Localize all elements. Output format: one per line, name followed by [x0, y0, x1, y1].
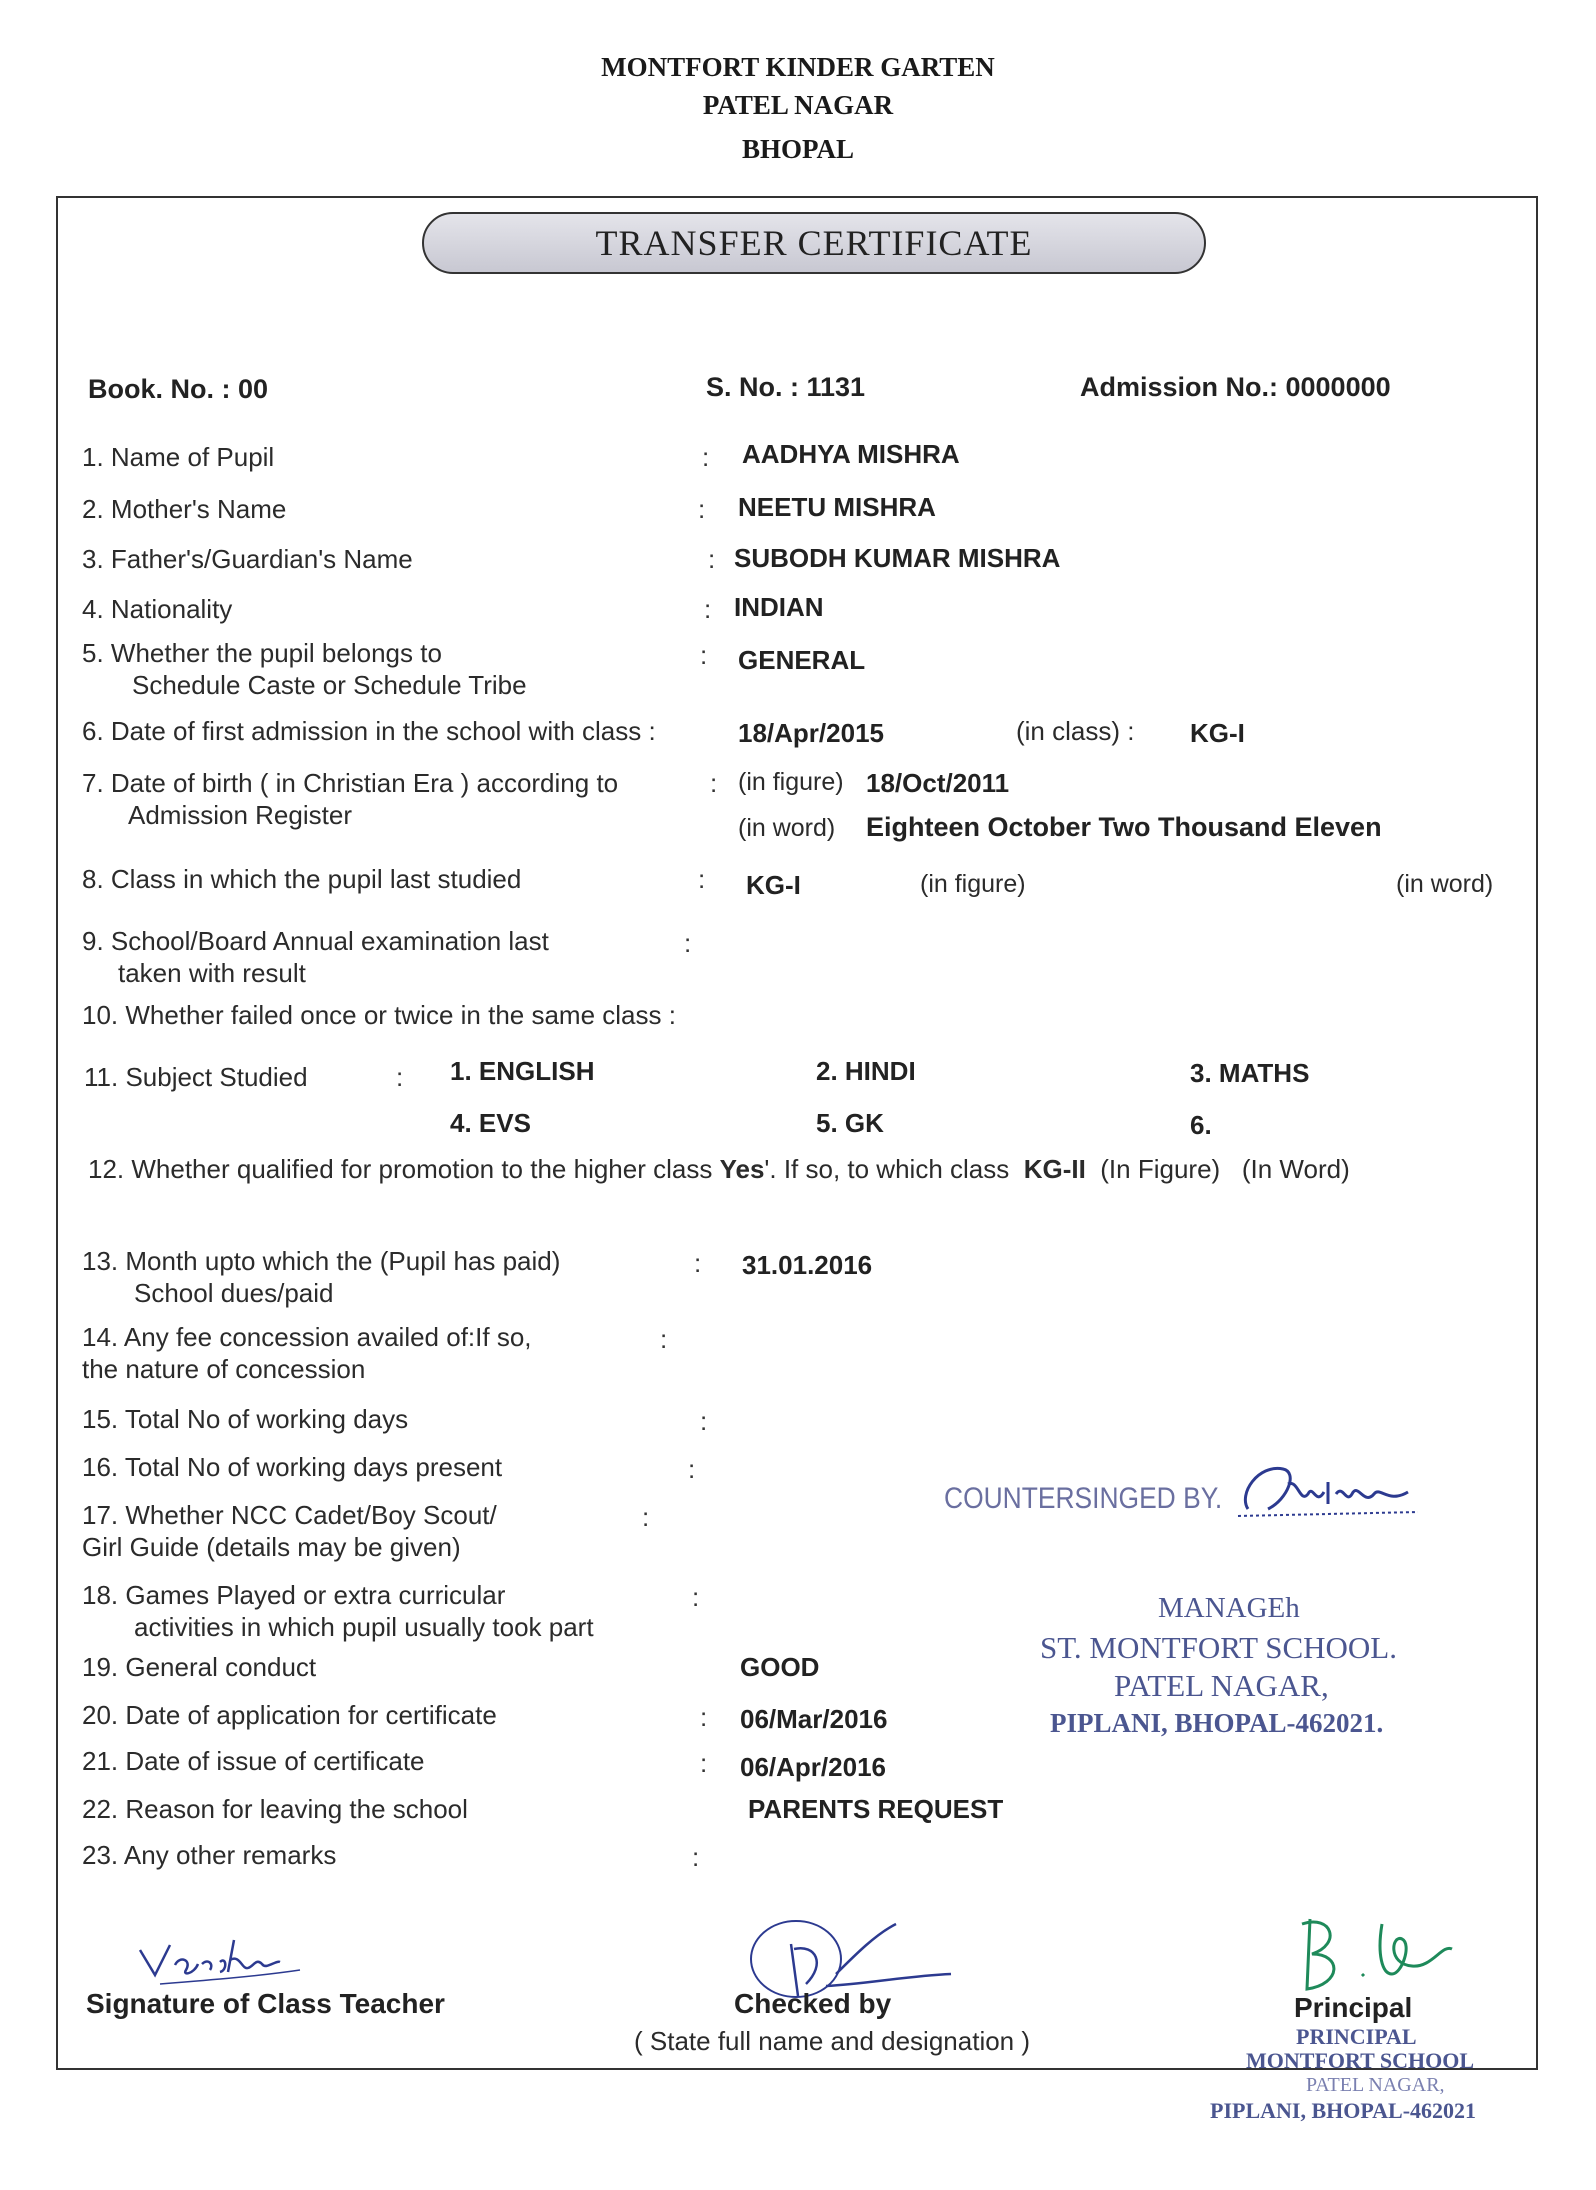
first-admission-date: 18/Apr/2015 [738, 718, 884, 748]
caste-label-cont: Schedule Caste or Schedule Tribe [132, 670, 527, 700]
first-admission-label: 6. Date of first admission in the school with class : [82, 716, 656, 746]
countersign-signature [1228, 1454, 1428, 1534]
subjects-label: 11. Subject Studied [84, 1062, 308, 1092]
promotion-yes: Yes [719, 1154, 765, 1184]
class-teacher-label: Signature of Class Teacher [86, 1988, 445, 2019]
issue-date-value: 06/Apr/2016 [740, 1752, 886, 1782]
subject-6: 6. [1190, 1110, 1212, 1140]
father-name-value: SUBODH KUMAR MISHRA [734, 543, 1061, 573]
days-present-label: 16. Total No of working days present [82, 1452, 503, 1482]
manager-stamp-line2: ST. MONTFORT SCHOOL. [1040, 1630, 1397, 1665]
caste-value: GENERAL [738, 645, 866, 675]
serial-no: S. No. : 1131 [706, 372, 866, 402]
mother-name-value: NEETU MISHRA [738, 492, 936, 522]
certificate-title: TRANSFER CERTIFICATE [422, 212, 1206, 274]
remarks-label: 23. Any other remarks [82, 1840, 337, 1870]
promotion-word-label: (In Word) [1241, 1154, 1350, 1184]
last-class-label: 8. Class in which the pupil last studied [82, 864, 522, 894]
pupil-name-label: 1. Name of Pupil [82, 442, 275, 472]
school-city: BHOPAL [741, 134, 854, 164]
subject-5: 5. GK [816, 1108, 884, 1138]
first-admission-class-value: KG-I [1190, 718, 1245, 748]
colon: : [700, 1406, 708, 1436]
last-class-value: KG-I [746, 870, 801, 900]
colon: : [396, 1062, 404, 1092]
promotion-label: 12. Whether qualified for promotion to the higher class [88, 1154, 713, 1184]
subject-3: 3. MATHS [1190, 1058, 1310, 1088]
application-date-label: 20. Date of application for certificate [82, 1700, 497, 1730]
promotion-figure-label: (In Figure) [1100, 1154, 1221, 1184]
nationality-value: INDIAN [734, 592, 824, 622]
colon: : [692, 1842, 700, 1872]
manager-stamp-line1: MANAGEh [1158, 1592, 1300, 1624]
manager-stamp-line4: PIPLANI, BHOPAL-462021. [1050, 1708, 1384, 1738]
issue-date-label: 21. Date of issue of certificate [82, 1746, 425, 1776]
dob-label-cont: Admission Register [128, 800, 352, 830]
checked-by-note: ( State full name and designation ) [634, 2026, 1031, 2056]
promotion-class: KG-II [1023, 1154, 1086, 1184]
exam-label: 9. School/Board Annual examination last [82, 926, 549, 956]
countersigned-stamp: COUNTERSINGED BY. [944, 1482, 1223, 1515]
leaving-reason-value: PARENTS REQUEST [748, 1794, 1004, 1824]
principal-stamp-line3: PATEL NAGAR, [1306, 2074, 1445, 2096]
colon: : [694, 1248, 702, 1278]
colon: : [708, 544, 716, 574]
application-date-value: 06/Mar/2016 [740, 1704, 888, 1734]
dob-figure-label: (in figure) [738, 768, 844, 796]
colon: : [692, 1582, 700, 1612]
subject-4: 4. EVS [450, 1108, 531, 1138]
school-locality: PATEL NAGAR [702, 90, 894, 120]
principal-stamp-line2: MONTFORT SCHOOL [1246, 2048, 1475, 2073]
colon: : [698, 864, 706, 894]
last-class-figure-label: (in figure) [920, 870, 1026, 898]
school-name: MONTFORT KINDER GARTEN [601, 52, 995, 82]
nationality-label: 4. Nationality [82, 594, 233, 624]
class-teacher-signature [130, 1930, 310, 1990]
caste-label: 5. Whether the pupil belongs to [82, 638, 442, 668]
concession-label: 14. Any fee concession availed of:If so, [82, 1322, 532, 1352]
leaving-reason-label: 22. Reason for leaving the school [82, 1794, 468, 1824]
dues-label-cont: School dues/paid [134, 1278, 334, 1308]
last-class-word-label: (in word) [1396, 870, 1494, 898]
father-name-label: 3. Father's/Guardian's Name [82, 544, 413, 574]
colon: : [702, 442, 710, 472]
book-no: Book. No. : 00 [88, 374, 269, 404]
principal-stamp-line1: PRINCIPAL [1296, 2024, 1417, 2049]
colon: : [704, 594, 712, 624]
games-label: 18. Games Played or extra curricular [82, 1580, 506, 1610]
dues-label: 13. Month upto which the (Pupil has paid) [82, 1246, 561, 1276]
subject-2: 2. HINDI [816, 1056, 916, 1086]
colon: : [700, 1702, 708, 1732]
principal-signature [1282, 1904, 1462, 2004]
first-admission-class-label: (in class) : [1016, 716, 1135, 746]
conduct-value: GOOD [740, 1652, 820, 1682]
subject-1: 1. ENGLISH [450, 1056, 595, 1086]
ncc-label-cont: Girl Guide (details may be given) [82, 1532, 461, 1562]
certificate-border [56, 196, 1538, 2070]
colon: : [710, 768, 718, 798]
failed-label: 10. Whether failed once or twice in the same class : [82, 1000, 676, 1030]
dob-word-label: (in word) [738, 814, 836, 842]
colon: : [642, 1502, 650, 1532]
colon: : [660, 1324, 668, 1354]
promotion-line [88, 1154, 1350, 1185]
dob-figure-value: 18/Oct/2011 [866, 768, 1010, 798]
manager-stamp-line3: PATEL NAGAR, [1114, 1668, 1329, 1703]
dues-value: 31.01.2016 [742, 1250, 873, 1280]
conduct-label: 19. General conduct [82, 1652, 317, 1682]
concession-label-cont: the nature of concession [82, 1354, 366, 1384]
dob-label: 7. Date of birth ( in Christian Era ) according to [82, 768, 619, 798]
principal-stamp-line4: PIPLANI, BHOPAL-462021 [1210, 2098, 1477, 2123]
promotion-label-cont: '. If so, to which class [764, 1154, 1010, 1184]
mother-name-label: 2. Mother's Name [82, 494, 287, 524]
checked-by-label: Checked by [734, 1988, 892, 2019]
admission-no: Admission No.: 0000000 [1080, 372, 1391, 402]
colon: : [688, 1454, 696, 1484]
dob-word-value: Eighteen October Two Thousand Eleven [866, 812, 1382, 842]
working-days-label: 15. Total No of working days [82, 1404, 409, 1434]
principal-label: Principal [1294, 1992, 1413, 2023]
games-label-cont: activities in which pupil usually took part [134, 1612, 594, 1642]
pupil-name-value: AADHYA MISHRA [742, 439, 960, 469]
colon: : [684, 928, 692, 958]
colon: : [700, 640, 708, 670]
colon: : [698, 494, 706, 524]
ncc-label: 17. Whether NCC Cadet/Boy Scout/ [82, 1500, 497, 1530]
exam-label-cont: taken with result [118, 958, 306, 988]
colon: : [700, 1748, 708, 1778]
